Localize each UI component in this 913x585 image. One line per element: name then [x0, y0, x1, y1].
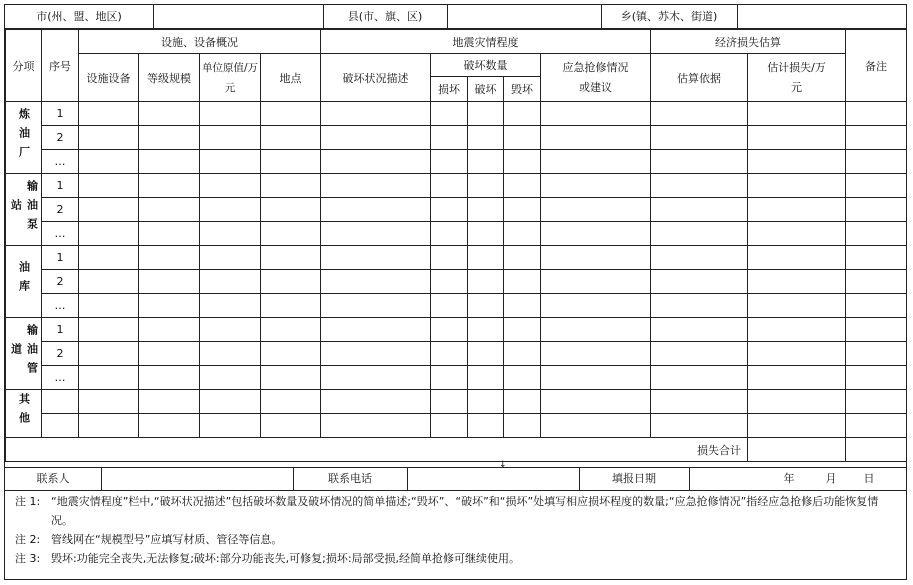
data-cell[interactable] — [321, 198, 431, 222]
table-row — [6, 246, 907, 270]
data-cell[interactable] — [200, 126, 261, 150]
data-cell[interactable] — [79, 126, 139, 150]
data-cell[interactable] — [261, 270, 321, 294]
data-cell[interactable] — [79, 318, 139, 342]
category-cell — [6, 102, 42, 174]
disaster-group-header: 地震灾情程度 — [321, 30, 651, 54]
data-cell[interactable] — [651, 294, 748, 318]
total-value[interactable] — [748, 438, 846, 462]
data-cell[interactable] — [748, 102, 846, 126]
category-cell — [6, 246, 42, 318]
seq-cell — [42, 390, 79, 414]
total-label: 损失合计 — [651, 438, 748, 462]
data-cell[interactable] — [748, 318, 846, 342]
seq-cell: 1 — [42, 174, 79, 198]
data-cell[interactable] — [79, 414, 139, 438]
data-cell[interactable] — [200, 150, 261, 174]
data-cell[interactable] — [846, 270, 907, 294]
township-label: 乡(镇、苏木、街道) — [620, 10, 718, 23]
data-cell[interactable] — [468, 126, 504, 150]
data-cell[interactable] — [431, 318, 468, 342]
data-cell[interactable] — [261, 126, 321, 150]
data-cell[interactable] — [261, 342, 321, 366]
category-label: 输油管道 — [9, 323, 39, 381]
data-cell[interactable] — [541, 174, 651, 198]
note-text: “地震灾情程度”栏中,“破坏状况描述”包括破坏数量及破坏情况的简单描述;“毁坏”、“破坏”和“损坏”处填写相应损坏程度的数量;“应急抢修情况”指经应急抢修后功能恢复情况。 — [51, 495, 879, 527]
data-cell[interactable] — [541, 414, 651, 438]
data-cell[interactable] — [200, 294, 261, 318]
category-label: 油库 — [17, 261, 31, 299]
data-cell[interactable] — [468, 102, 504, 126]
data-cell[interactable] — [468, 174, 504, 198]
econ-group-header: 经济损失估算 — [651, 30, 846, 54]
category-cell — [6, 318, 42, 390]
data-cell[interactable] — [846, 150, 907, 174]
data-cell[interactable] — [261, 318, 321, 342]
category-label: 炼油厂 — [17, 107, 31, 165]
data-cell[interactable] — [79, 150, 139, 174]
data-cell[interactable] — [504, 390, 541, 414]
arrow-mark: ↓ — [499, 460, 507, 470]
data-cell[interactable] — [748, 390, 846, 414]
data-cell[interactable] — [541, 222, 651, 246]
data-cell[interactable] — [200, 198, 261, 222]
data-cell[interactable] — [468, 270, 504, 294]
seq-cell: 1 — [42, 246, 79, 270]
data-cell[interactable] — [200, 174, 261, 198]
data-cell[interactable] — [504, 174, 541, 198]
data-cell[interactable] — [504, 342, 541, 366]
data-cell[interactable] — [468, 414, 504, 438]
data-cell[interactable] — [541, 270, 651, 294]
data-cell[interactable] — [651, 198, 748, 222]
destroyed-header: 毁坏 — [504, 77, 541, 102]
data-cell[interactable] — [468, 150, 504, 174]
data-cell[interactable] — [200, 342, 261, 366]
data-cell[interactable] — [504, 102, 541, 126]
data-cell[interactable] — [651, 270, 748, 294]
category-label: 其他 — [17, 393, 31, 431]
data-cell[interactable] — [431, 342, 468, 366]
data-cell[interactable] — [79, 294, 139, 318]
data-cell[interactable] — [846, 294, 907, 318]
data-cell[interactable] — [431, 366, 468, 390]
scale-header: 等级规模 — [139, 54, 200, 102]
table-row — [6, 318, 907, 342]
est-loss-header: 估计损失/万元 — [748, 54, 846, 102]
note-text: 毁坏:功能完全丧失,无法修复;破坏:部分功能丧失,可修复;损坏:局部受损,经简单抢修可继续使用。 — [51, 552, 521, 565]
city-label: 市(州、盟、地区) — [36, 10, 122, 23]
table-row — [6, 270, 907, 294]
data-cell[interactable] — [846, 102, 907, 126]
data-cell[interactable] — [431, 390, 468, 414]
data-cell[interactable] — [541, 150, 651, 174]
data-cell[interactable] — [748, 222, 846, 246]
data-cell[interactable] — [431, 150, 468, 174]
note-label: 注 2: — [15, 533, 41, 546]
data-cell[interactable] — [139, 150, 200, 174]
data-cell[interactable] — [79, 198, 139, 222]
data-cell[interactable] — [748, 270, 846, 294]
data-cell[interactable] — [261, 246, 321, 270]
data-cell[interactable] — [651, 414, 748, 438]
data-cell[interactable] — [748, 150, 846, 174]
data-cell[interactable] — [431, 414, 468, 438]
data-cell[interactable] — [468, 318, 504, 342]
note-item — [15, 549, 906, 568]
data-cell[interactable] — [261, 174, 321, 198]
category-cell — [6, 390, 42, 438]
data-cell[interactable] — [431, 174, 468, 198]
table-row — [6, 102, 907, 126]
emergency-header: 应急抢修情况或建议 — [541, 54, 651, 102]
data-cell[interactable] — [651, 246, 748, 270]
seq-cell: 1 — [42, 318, 79, 342]
data-cell[interactable] — [431, 198, 468, 222]
remarks-header: 备注 — [846, 30, 907, 102]
data-cell[interactable] — [200, 222, 261, 246]
facility-group-header: 设施、设备概况 — [79, 30, 321, 54]
seq-cell: … — [42, 294, 79, 318]
table-row — [6, 174, 907, 198]
seq-cell: 2 — [42, 198, 79, 222]
data-cell[interactable] — [139, 318, 200, 342]
data-cell[interactable] — [79, 366, 139, 390]
data-cell[interactable] — [468, 366, 504, 390]
seq-header: 序号 — [42, 30, 79, 102]
data-cell[interactable] — [504, 198, 541, 222]
table-row — [6, 390, 907, 414]
seq-cell: … — [42, 222, 79, 246]
data-cell[interactable] — [139, 270, 200, 294]
total-blank — [6, 438, 651, 462]
data-cell[interactable] — [651, 390, 748, 414]
data-cell[interactable] — [651, 150, 748, 174]
data-cell[interactable] — [79, 342, 139, 366]
data-cell[interactable] — [321, 366, 431, 390]
seq-cell: … — [42, 150, 79, 174]
data-cell[interactable] — [748, 198, 846, 222]
data-cell[interactable] — [79, 174, 139, 198]
data-cell[interactable] — [321, 342, 431, 366]
data-cell[interactable] — [321, 222, 431, 246]
data-cell[interactable] — [200, 102, 261, 126]
table-row — [6, 342, 907, 366]
disaster-report-form — [4, 4, 907, 580]
data-cell[interactable] — [504, 318, 541, 342]
data-cell[interactable] — [541, 318, 651, 342]
data-cell[interactable] — [79, 246, 139, 270]
data-cell[interactable] — [261, 150, 321, 174]
data-cell[interactable] — [321, 270, 431, 294]
data-cell[interactable] — [200, 390, 261, 414]
data-cell[interactable] — [431, 294, 468, 318]
data-cell[interactable] — [431, 270, 468, 294]
table-row — [6, 366, 907, 390]
data-cell[interactable] — [504, 222, 541, 246]
data-cell[interactable] — [504, 366, 541, 390]
data-cell[interactable] — [79, 102, 139, 126]
data-cell[interactable] — [261, 294, 321, 318]
data-cell[interactable] — [139, 342, 200, 366]
data-cell[interactable] — [651, 126, 748, 150]
data-cell[interactable] — [651, 174, 748, 198]
note-item — [15, 530, 906, 549]
basis-header: 估算依据 — [651, 54, 748, 102]
table-row — [6, 126, 907, 150]
data-cell[interactable] — [748, 366, 846, 390]
location-header: 地点 — [261, 54, 321, 102]
data-cell[interactable] — [321, 318, 431, 342]
note-text: 管线网在“规模型号”应填写材质、管径等信息。 — [51, 533, 283, 546]
data-cell[interactable] — [846, 246, 907, 270]
data-cell[interactable] — [431, 126, 468, 150]
facility-header: 设施设备 — [79, 54, 139, 102]
seq-cell — [42, 414, 79, 438]
data-cell[interactable] — [846, 366, 907, 390]
data-cell[interactable] — [431, 222, 468, 246]
seq-cell: 2 — [42, 126, 79, 150]
data-cell[interactable] — [541, 366, 651, 390]
data-cell[interactable] — [431, 246, 468, 270]
data-cell[interactable] — [79, 222, 139, 246]
region-header — [5, 5, 906, 29]
seq-cell: 1 — [42, 102, 79, 126]
table-row — [6, 414, 907, 438]
data-cell[interactable] — [748, 246, 846, 270]
loss-table — [5, 29, 907, 462]
table-row — [6, 222, 907, 246]
data-cell[interactable] — [541, 246, 651, 270]
data-cell[interactable] — [200, 270, 261, 294]
data-cell[interactable] — [261, 414, 321, 438]
data-cell[interactable] — [321, 150, 431, 174]
table-row — [6, 150, 907, 174]
data-cell[interactable] — [139, 390, 200, 414]
data-cell[interactable] — [651, 318, 748, 342]
data-cell[interactable] — [200, 366, 261, 390]
data-cell[interactable] — [139, 414, 200, 438]
contact-person-label: 联系人 — [36, 472, 70, 485]
data-cell[interactable] — [541, 126, 651, 150]
data-cell[interactable] — [468, 198, 504, 222]
data-cell[interactable] — [321, 102, 431, 126]
note-item — [15, 492, 906, 530]
data-cell[interactable] — [504, 150, 541, 174]
damaged-header: 破坏 — [468, 77, 504, 102]
contact-phone-label: 联系电话 — [328, 472, 372, 485]
total-remarks[interactable] — [846, 438, 907, 462]
category-cell — [6, 174, 42, 246]
data-cell[interactable] — [139, 174, 200, 198]
data-cell[interactable] — [541, 390, 651, 414]
data-cell[interactable] — [504, 294, 541, 318]
county-label: 县(市、旗、区) — [347, 10, 423, 23]
data-cell[interactable] — [846, 198, 907, 222]
damage-count-header: 破坏数量 — [431, 54, 541, 77]
data-cell[interactable] — [261, 222, 321, 246]
category-label: 输油泵站 — [9, 179, 39, 237]
data-cell[interactable] — [468, 342, 504, 366]
data-cell[interactable] — [79, 270, 139, 294]
data-cell[interactable] — [748, 294, 846, 318]
data-cell[interactable] — [139, 366, 200, 390]
seq-cell: 2 — [42, 342, 79, 366]
seq-cell: … — [42, 366, 79, 390]
contact-row — [5, 467, 906, 491]
data-cell[interactable] — [541, 102, 651, 126]
data-cell[interactable] — [139, 198, 200, 222]
data-cell[interactable] — [321, 294, 431, 318]
data-cell[interactable] — [139, 222, 200, 246]
data-cell[interactable] — [651, 102, 748, 126]
notes — [5, 492, 906, 568]
data-cell[interactable] — [261, 390, 321, 414]
data-cell[interactable] — [321, 126, 431, 150]
data-cell[interactable] — [651, 342, 748, 366]
data-cell[interactable] — [541, 294, 651, 318]
data-cell[interactable] — [200, 414, 261, 438]
data-cell[interactable] — [504, 270, 541, 294]
data-cell[interactable] — [504, 126, 541, 150]
data-cell[interactable] — [139, 102, 200, 126]
data-cell[interactable] — [748, 414, 846, 438]
data-cell[interactable] — [846, 414, 907, 438]
data-cell[interactable] — [261, 366, 321, 390]
data-cell[interactable] — [468, 294, 504, 318]
unit-value-header: 单位原值/万元 — [200, 54, 261, 102]
table-row — [6, 294, 907, 318]
data-cell[interactable] — [468, 222, 504, 246]
date-day: 日 — [863, 472, 875, 485]
note-label: 注 3: — [15, 552, 41, 565]
data-cell[interactable] — [321, 390, 431, 414]
total-row — [6, 438, 907, 462]
data-cell[interactable] — [504, 414, 541, 438]
category-header: 分项 — [6, 30, 42, 102]
data-cell[interactable] — [541, 198, 651, 222]
data-cell[interactable] — [468, 390, 504, 414]
data-cell[interactable] — [200, 318, 261, 342]
data-cell[interactable] — [748, 126, 846, 150]
data-cell[interactable] — [321, 174, 431, 198]
data-cell[interactable] — [651, 366, 748, 390]
data-cell[interactable] — [139, 246, 200, 270]
fill-date-label: 填报日期 — [612, 472, 656, 485]
data-cell[interactable] — [748, 174, 846, 198]
data-cell[interactable] — [846, 222, 907, 246]
data-cell[interactable] — [431, 102, 468, 126]
table-row — [6, 198, 907, 222]
data-cell[interactable] — [504, 246, 541, 270]
data-cell[interactable] — [468, 246, 504, 270]
data-cell[interactable] — [139, 294, 200, 318]
data-cell[interactable] — [846, 318, 907, 342]
data-cell[interactable] — [846, 390, 907, 414]
data-cell[interactable] — [541, 342, 651, 366]
data-cell[interactable] — [321, 246, 431, 270]
damage-desc-header: 破坏状况描述 — [321, 54, 431, 102]
date-month: 月 — [825, 472, 837, 485]
data-cell[interactable] — [846, 342, 907, 366]
data-cell[interactable] — [261, 198, 321, 222]
data-cell[interactable] — [651, 222, 748, 246]
damaged-minor-header: 损坏 — [431, 77, 468, 102]
data-cell[interactable] — [846, 126, 907, 150]
seq-cell: 2 — [42, 270, 79, 294]
data-cell[interactable] — [748, 342, 846, 366]
data-cell[interactable] — [79, 390, 139, 414]
data-cell[interactable] — [846, 174, 907, 198]
data-cell[interactable] — [200, 246, 261, 270]
data-cell[interactable] — [139, 126, 200, 150]
note-label: 注 1: — [15, 495, 41, 508]
date-year: 年 — [783, 472, 795, 485]
data-cell[interactable] — [321, 414, 431, 438]
data-cell[interactable] — [261, 102, 321, 126]
